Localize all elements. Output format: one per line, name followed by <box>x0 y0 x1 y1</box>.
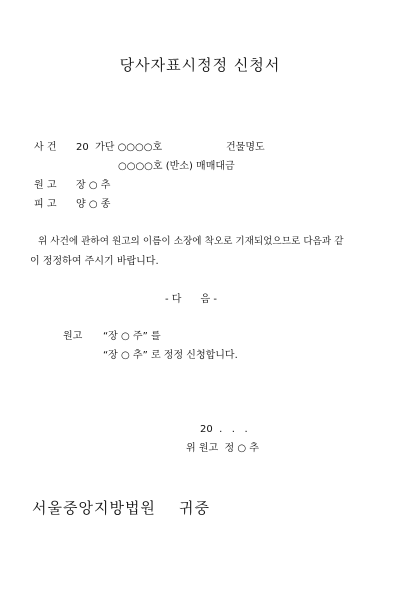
correction-wrong-name: “장 ○ 주” 를 <box>103 331 161 342</box>
signature-line: 위 원고 정 ○ 추 <box>186 443 259 454</box>
defendant-name: 양 ○ 종 <box>76 199 111 210</box>
correction-prefix: 원고 <box>63 331 83 342</box>
plaintiff-label: 원 고 <box>34 180 57 191</box>
court-addressee: 서울중앙지방법원 귀중 <box>32 499 210 517</box>
body-text-line1: 위 사건에 관하여 원고의 이름이 소장에 착오로 기재되었으므로 다음과 같 <box>38 236 344 247</box>
correction-correct-line: “장 ○ 추” 로 정정 신청합니다. <box>103 350 238 361</box>
defendant-label: 피 고 <box>34 199 57 210</box>
body-text-line2: 이 정정하여 주시기 바랍니다. <box>30 256 159 267</box>
case-label: 사 건 <box>34 142 57 153</box>
case-name-line2: ○○○○호 (반소) 매매대금 <box>118 161 235 172</box>
case-number: 20 가단 ○○○○호 <box>76 142 163 153</box>
section-heading: - 다 음 - <box>165 294 217 305</box>
document-title: 당사자표시정정 신청서 <box>119 56 281 74</box>
case-name-line1: 건물명도 <box>226 142 265 153</box>
plaintiff-name: 장 ○ 추 <box>76 180 111 191</box>
date-line: 20 . . . <box>200 424 248 435</box>
